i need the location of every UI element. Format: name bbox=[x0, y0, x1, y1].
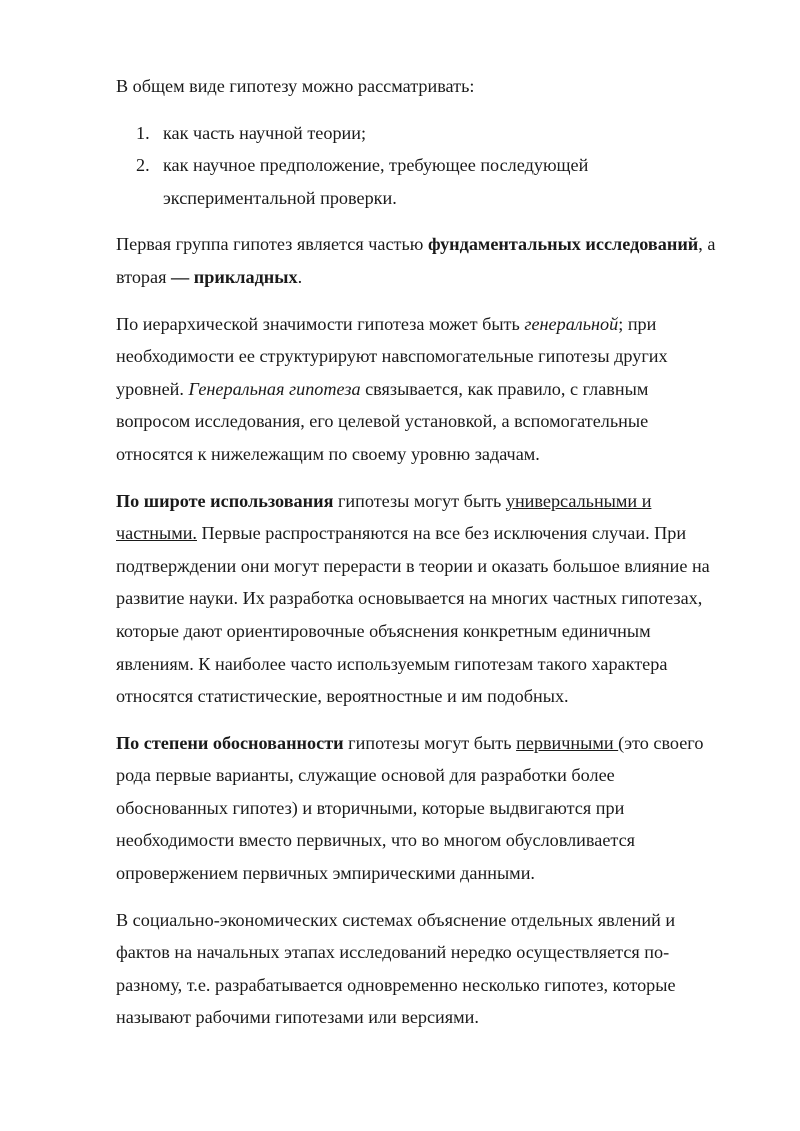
paragraph-socioeconomic bbox=[116, 904, 716, 1034]
document-page bbox=[116, 70, 716, 1048]
underlined-term: первичными bbox=[516, 732, 619, 753]
text-segment: гипотезы могут быть bbox=[343, 732, 517, 753]
text-segment: В социально-экономических системах объяснение отдельных явлений и фактов на начальных этапах исследований нередко осуществляется по-разному, т.е. разрабатывается одновременно несколько гипотез, которые называют рабочими гипотезами или версиями. bbox=[116, 909, 676, 1028]
text-segment: По иерархической значимости гипотеза может быть bbox=[116, 313, 525, 334]
intro-paragraph bbox=[116, 70, 716, 103]
text-segment: ; при необходимости ее структурируют навспомогательные гипотезы других уровней. bbox=[116, 313, 668, 399]
bold-term: фундаментальных исследований bbox=[427, 234, 699, 255]
text-segment: Первые распространяются на все без исключения случаи. При подтверждении они могут перерасти в теории и оказать большое влияние на развитие науки. Их разработка основывается на многих частных гипотезах, которые дают ориентировочные объяснения конкретным единичным явлениям. К наиболее часто используемым гипотезам такого характера относятся статистические, вероятностные и им подобных. bbox=[116, 523, 710, 707]
italic-term: Генеральная гипотеза bbox=[188, 378, 361, 399]
bold-term: По степени обоснованности bbox=[116, 732, 344, 753]
text-segment: . bbox=[297, 266, 303, 287]
bold-term: — прикладных bbox=[171, 266, 298, 287]
text-segment: гипотезы могут быть bbox=[333, 490, 506, 511]
list-item-text: как часть научной теории; bbox=[163, 122, 367, 143]
text-segment: (это своего рода первые варианты, служащие основой для разработки более обоснованных гипотез) и вторичными, которые выдвигаются при необходимости вместо первичных, что во многом обусловливается опровержением первичных эмпирическими данными. bbox=[116, 732, 704, 884]
list-item-number: 2. bbox=[136, 155, 150, 176]
list-item-number: 1. bbox=[136, 122, 150, 143]
list-item-text: как научное предположение, требующее последующей экспериментальной проверки. bbox=[163, 155, 589, 208]
text-segment: Первая группа гипотез является частью bbox=[116, 234, 428, 255]
list-item bbox=[116, 149, 716, 214]
intro-text: В общем виде гипотезу можно рассматривать: bbox=[116, 76, 475, 96]
paragraph-hierarchy bbox=[116, 308, 716, 471]
text-segment: , а вторая bbox=[116, 234, 716, 287]
paragraph-groups bbox=[116, 228, 716, 293]
text-segment: связывается, как правило, с главным вопросом исследования, его целевой установкой, а вспомогательные относятся к нижележащим по своему уровню задачам. bbox=[116, 378, 649, 464]
bold-term: По широте использования bbox=[116, 490, 334, 511]
italic-term: генеральной bbox=[524, 313, 619, 334]
list-item bbox=[116, 117, 716, 150]
paragraph-breadth bbox=[116, 485, 716, 713]
underlined-term: универсальными и частными. bbox=[116, 490, 652, 544]
paragraph-justification bbox=[116, 727, 716, 890]
hypothesis-list bbox=[116, 117, 716, 215]
